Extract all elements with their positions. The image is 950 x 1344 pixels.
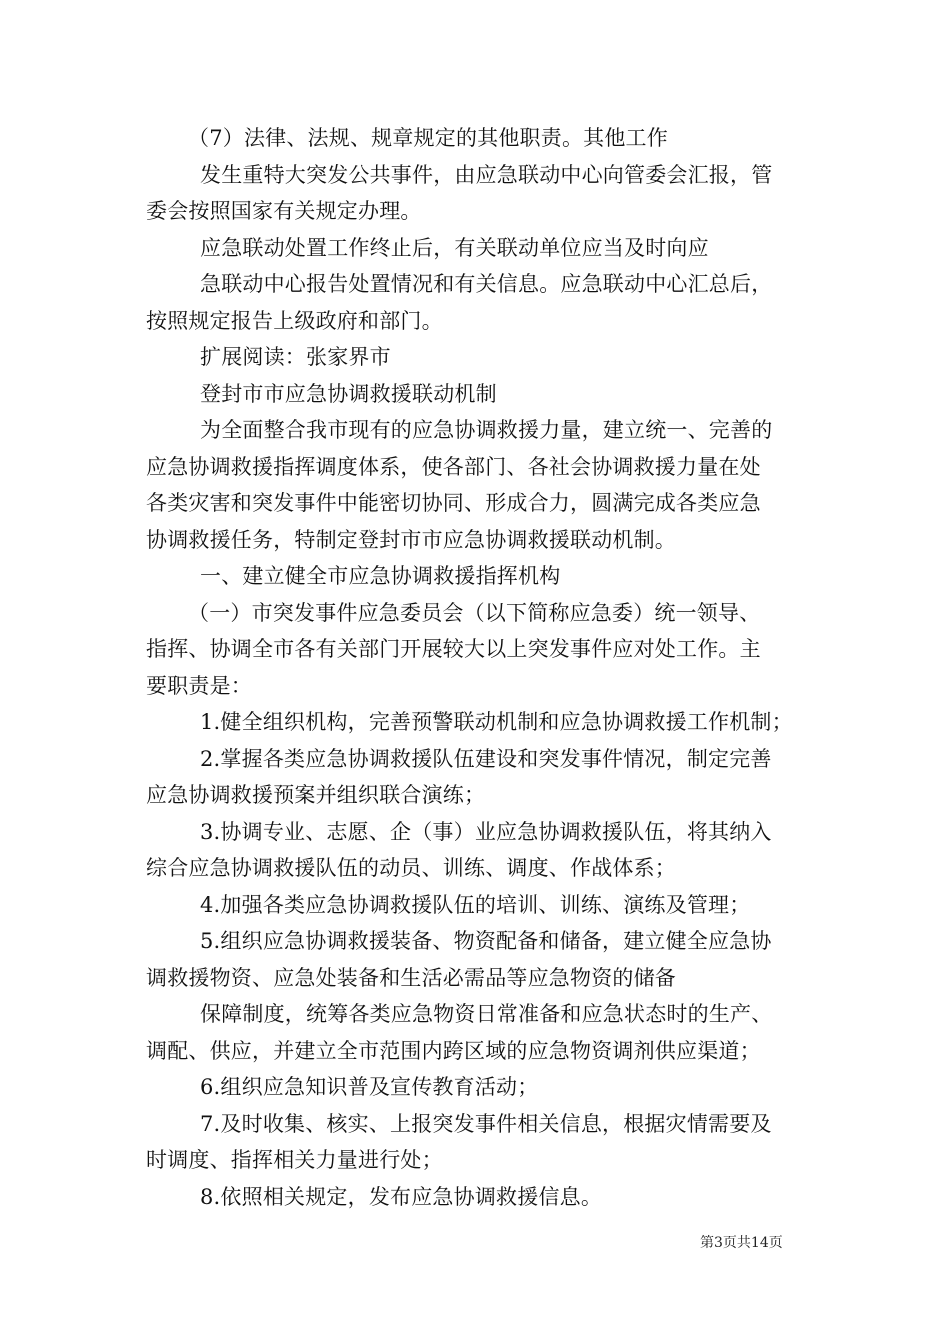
text-line: 4.加强各类应急协调救援队伍的培训、训练、演练及管理； [200,892,751,917]
text-line: 2.掌握各类应急协调救援队伍建设和突发事件情况，制定完善 [200,746,772,771]
text-line: 5.组织应急协调救援装备、物资配备和储备，建立健全应急协 [200,929,772,953]
text-line: 调配、供应，并建立全市范围内跨区域的应急物资调剂供应渠道； [146,1038,761,1063]
text-line: 6.组织应急知识普及宣传教育活动； [200,1075,539,1099]
text-line: 登封市市应急协调救援联动机制 [200,381,497,406]
text-line: 协调救援任务，特制定登封市市应急协调救援联动机制。 [146,527,676,552]
text-line: 要职责是： [146,673,252,698]
text-line: 3.协调专业、志愿、企（事）业应急协调救援队伍，将其纳入 [200,819,772,844]
text-line: 急联动中心报告处置情况和有关信息。应急联动中心汇总后， [200,272,773,296]
text-line: 应急联动处置工作终止后，有关联动单位应当及时向应 [200,235,709,260]
text-line: 应急协调救援指挥调度体系，使各部门、各社会协调救援力量在处 [146,454,761,479]
text-line: 为全面整合我市现有的应急协调救援力量，建立统一、完善的 [200,418,773,442]
page-number: 第3页共14页 [700,1235,783,1251]
text-line: 应急协调救援预案并组织联合演练； [146,783,486,807]
text-line: 扩展阅读：张家界市 [200,345,391,369]
text-line: （一）市突发事件应急委员会（以下简称应急委）统一领导、 [188,600,761,625]
text-line: 各类灾害和突发事件中能密切协同、形成合力，圆满完成各类应急 [146,491,761,515]
text-line: 时调度、指挥相关力量进行处； [146,1148,443,1172]
text-line: 委会按照国家有关规定办理。 [146,199,422,223]
text-line: 一、建立健全市应急协调救援指挥机构 [200,564,561,588]
text-line: 发生重特大突发公共事件，由应急联动中心向管委会汇报，管 [200,162,773,187]
text-line: 8.依照相关规定，发布应急协调救援信息。 [200,1184,603,1209]
text-line: 保障制度，统筹各类应急物资日常准备和应急状态时的生产、 [200,1002,773,1026]
text-line: 1.健全组织机构，完善预警联动机制和应急协调救援工作机制； [200,710,793,734]
text-line: 调救援物资、应急处装备和生活必需品等应急物资的储备 [146,965,676,990]
text-line: 按照规定报告上级政府和部门。 [146,308,443,333]
document-body [146,120,816,1215]
text-line: 综合应急协调救援队伍的动员、训练、调度、作战体系； [146,856,676,880]
text-line: 指挥、协调全市各有关部门开展较大以上突发事件应对处工作。主 [146,637,761,661]
text-line: （7）法律、法规、规章规定的其他职责。其他工作 [188,126,668,150]
text-line: 7.及时收集、核实、上报突发事件相关信息，根据灾情需要及 [200,1111,772,1136]
